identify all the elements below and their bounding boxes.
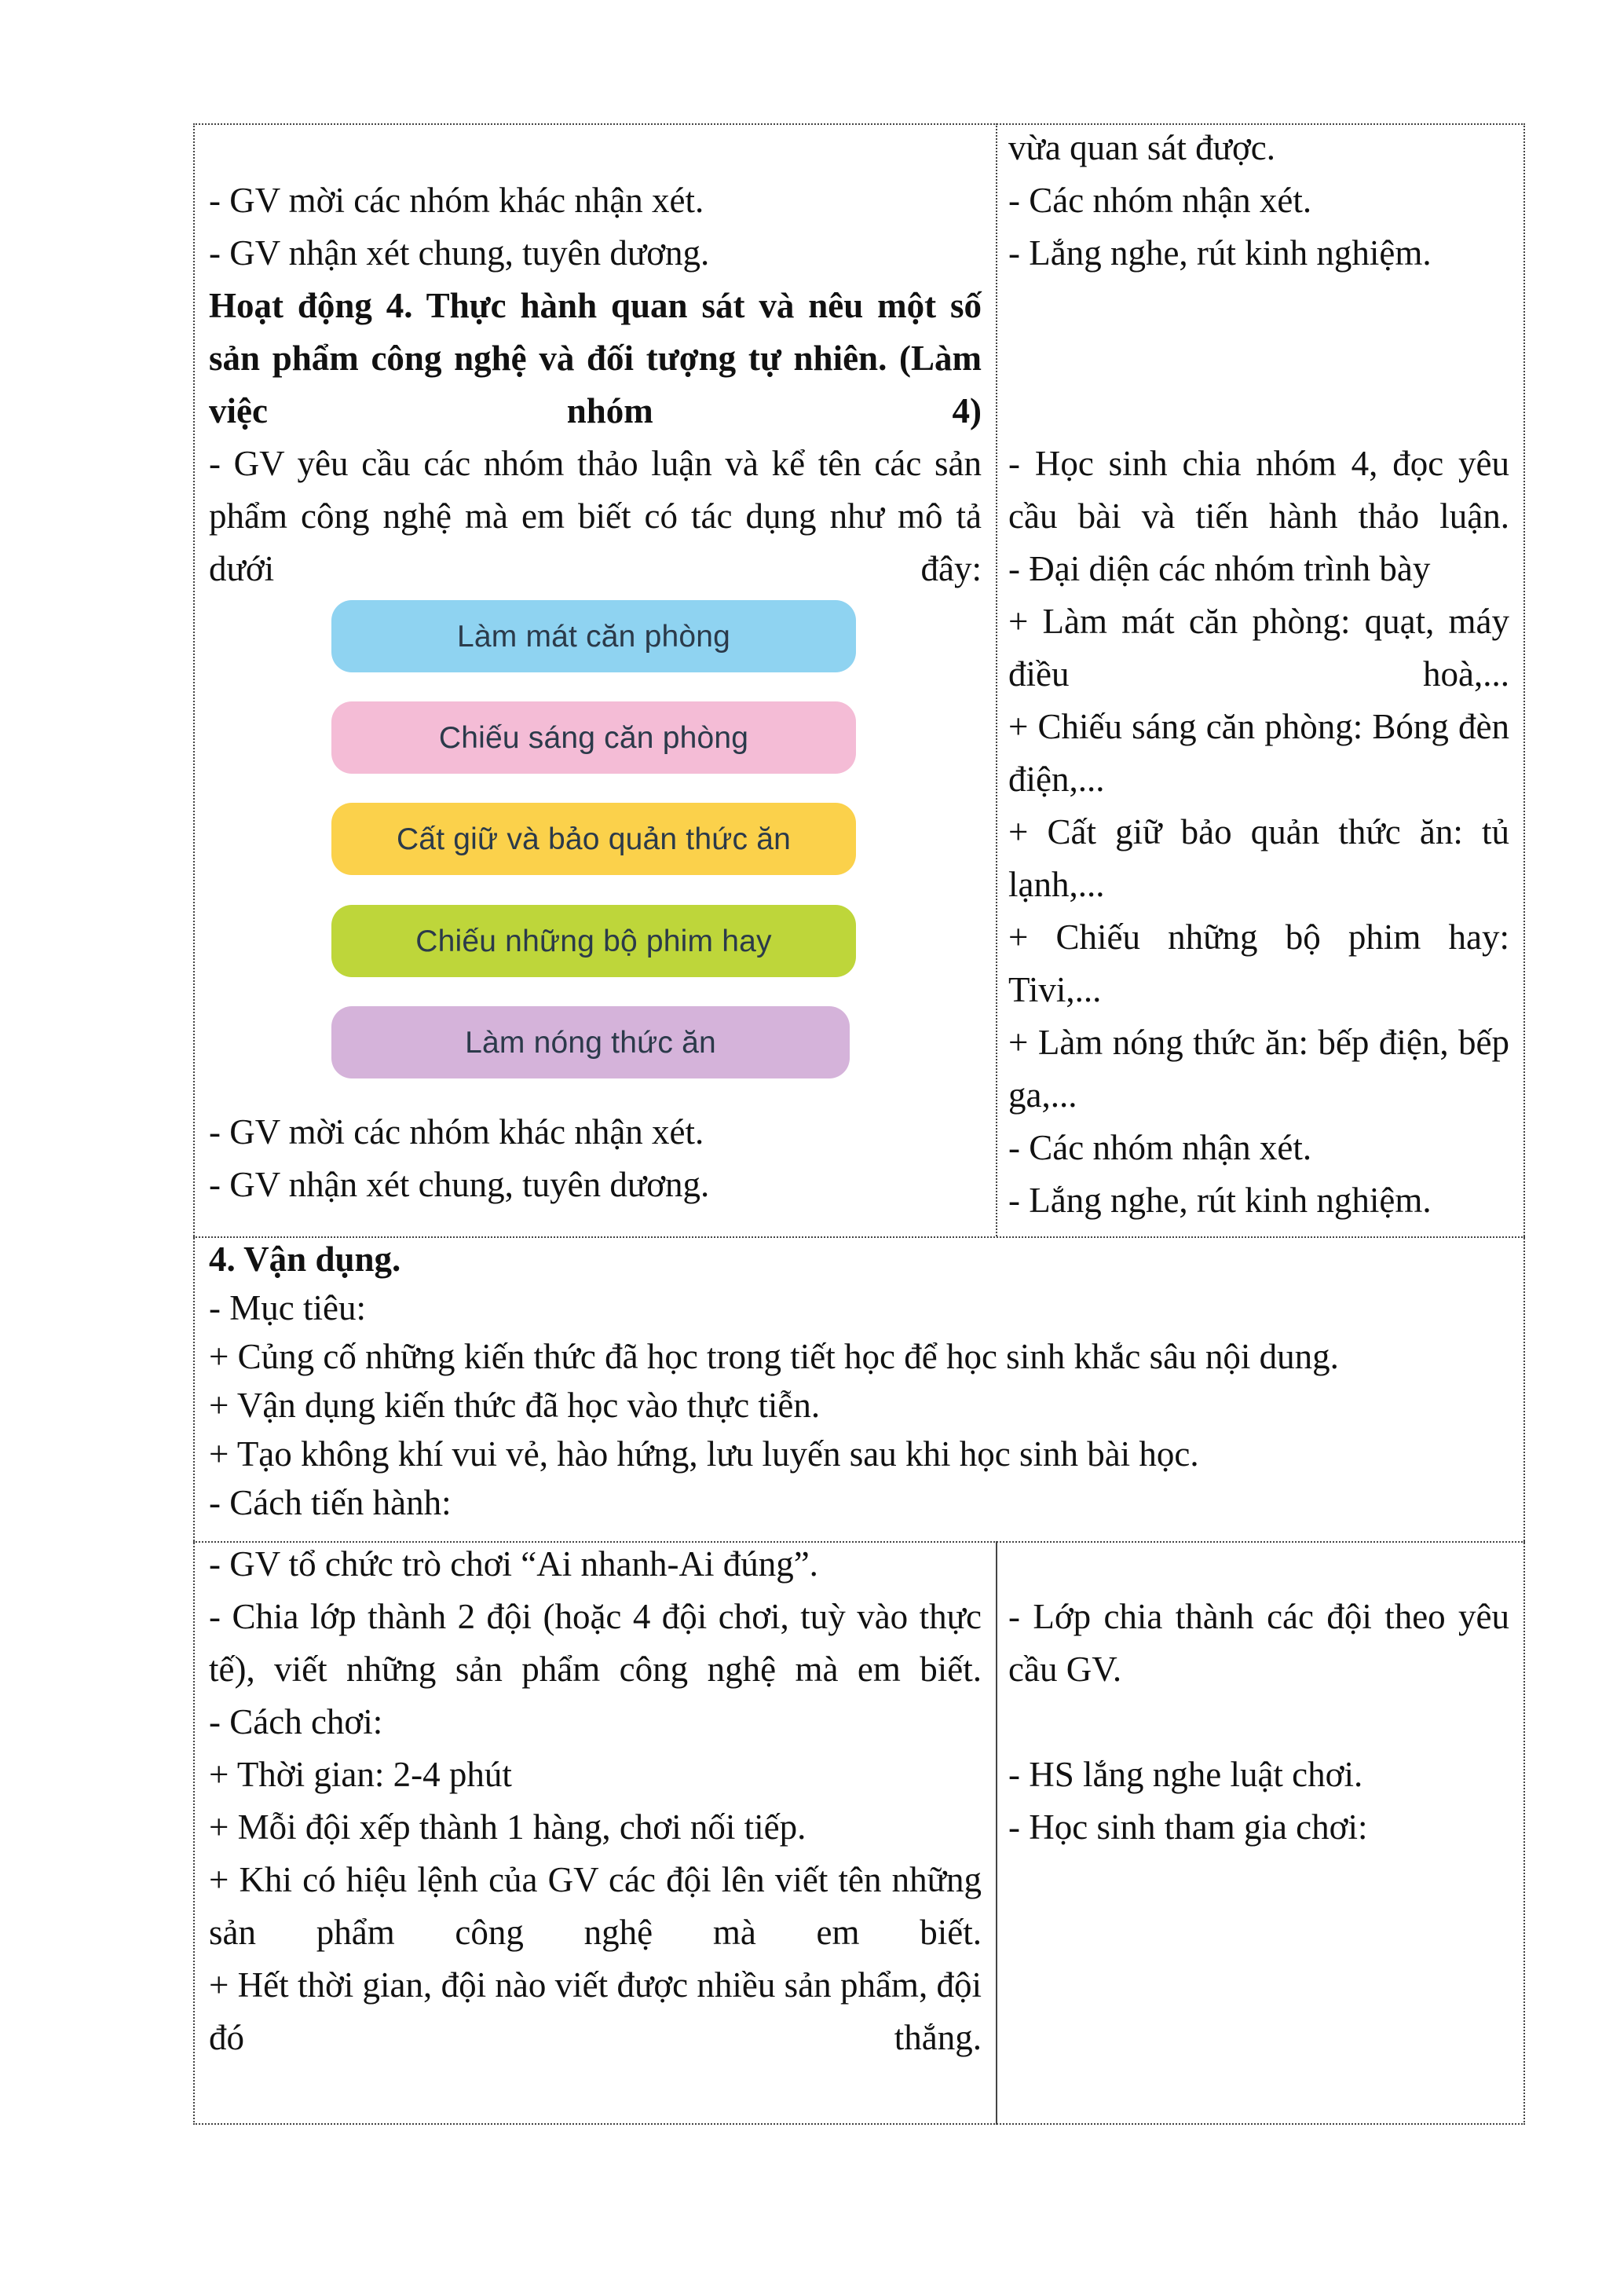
- student-step: - Các nhóm nhận xét.: [1008, 1128, 1312, 1167]
- row3-right-cell: [1008, 1591, 1509, 1854]
- student-step: - Lắng nghe, rút kinh nghiệm.: [1008, 1181, 1432, 1220]
- activity-title: Hoạt động 4. Thực hành quan sát và nêu một số sản phẩm công nghệ và đối tượng tự nhiên. (Làm việc nhóm 4): [209, 286, 982, 430]
- section-line: + Củng cố những kiến thức đã học trong tiết học để học sinh khắc sâu nội dung.: [209, 1337, 1339, 1376]
- student-step: + Làm nóng thức ăn: bếp điện, bếp ga,...: [1008, 1023, 1509, 1115]
- row3-left-cell: [209, 1538, 982, 2064]
- teacher-step: - Chia lớp thành 2 đội (hoặc 4 đội chơi, tuỳ vào thực tế), viết những sản phẩm công nghệ mà em biết.: [209, 1597, 982, 1689]
- teacher-step: - GV nhận xét chung, tuyên dương.: [209, 1165, 710, 1204]
- section-title: 4. Vận dụng.: [209, 1240, 401, 1279]
- section-line: + Vận dụng kiến thức đã học vào thực tiễn.: [209, 1386, 821, 1425]
- teacher-step: + Thời gian: 2-4 phút: [209, 1755, 512, 1794]
- student-step: + Chiếu những bộ phim hay: Tivi,...: [1008, 917, 1509, 1009]
- pill-heating: Làm nóng thức ăn: [331, 1006, 850, 1078]
- activity-task: - GV yêu cầu các nhóm thảo luận và kể tên các sản phẩm công nghệ mà em biết có tác dụng như mô tả dưới đây:: [209, 444, 982, 588]
- column-divider-bottom: [996, 1541, 997, 2125]
- student-step: + Chiếu sáng căn phòng: Bóng đèn điện,...: [1008, 707, 1509, 799]
- teacher-step: + Mỗi đội xếp thành 1 hàng, chơi nối tiếp.: [209, 1807, 807, 1847]
- student-step: - Các nhóm nhận xét.: [1008, 181, 1312, 220]
- student-step: - HS lắng nghe luật chơi.: [1008, 1755, 1363, 1794]
- row1-right-main: [1008, 438, 1509, 1227]
- teacher-step: - GV mời các nhóm khác nhận xét.: [209, 181, 704, 220]
- teacher-step: - GV mời các nhóm khác nhận xét.: [209, 1112, 704, 1152]
- pill-lighting: Chiếu sáng căn phòng: [331, 701, 856, 774]
- pill-food-storage: Cất giữ và bảo quản thức ăn: [331, 803, 856, 875]
- teacher-step: - Cách chơi:: [209, 1702, 383, 1741]
- row2-cell: [209, 1235, 1512, 1527]
- pill-movies: Chiếu những bộ phim hay: [331, 905, 856, 977]
- teacher-step: + Hết thời gian, đội nào viết được nhiều sản phẩm, đội đó thắng.: [209, 1965, 982, 2057]
- student-step: vừa quan sát được.: [1008, 128, 1275, 167]
- student-step: - Học sinh tham gia chơi:: [1008, 1807, 1368, 1847]
- section-line: - Cách tiến hành:: [209, 1483, 452, 1522]
- teacher-step: + Khi có hiệu lệnh của GV các đội lên viết tên những sản phẩm công nghệ mà em biết.: [209, 1860, 982, 1952]
- student-step: - Đại diện các nhóm trình bày: [1008, 549, 1431, 588]
- student-step: - Lớp chia thành các đội theo yêu cầu GV.: [1008, 1597, 1509, 1689]
- student-step: - Lắng nghe, rút kinh nghiệm.: [1008, 233, 1432, 273]
- pill-cooling: Làm mát căn phòng: [331, 600, 856, 672]
- purpose-pills: [209, 595, 982, 1106]
- student-step: + Cất giữ bảo quản thức ăn: tủ lạnh,...: [1008, 812, 1509, 904]
- student-step: + Làm mát căn phòng: quạt, máy điều hoà,...: [1008, 602, 1509, 694]
- row1-left-cell: [209, 174, 982, 1211]
- section-line: - Mục tiêu:: [209, 1288, 366, 1327]
- column-divider-top: [996, 123, 997, 1236]
- section-line: + Tạo không khí vui vẻ, hào hứng, lưu luyến sau khi học sinh bài học.: [209, 1434, 1199, 1474]
- row1-right-cell: [1008, 122, 1509, 280]
- student-step: - Học sinh chia nhóm 4, đọc yêu cầu bài và tiến hành thảo luận.: [1008, 444, 1509, 536]
- teacher-step: - GV nhận xét chung, tuyên dương.: [209, 233, 710, 273]
- teacher-step: - GV tổ chức trò chơi “Ai nhanh-Ai đúng”.: [209, 1544, 818, 1584]
